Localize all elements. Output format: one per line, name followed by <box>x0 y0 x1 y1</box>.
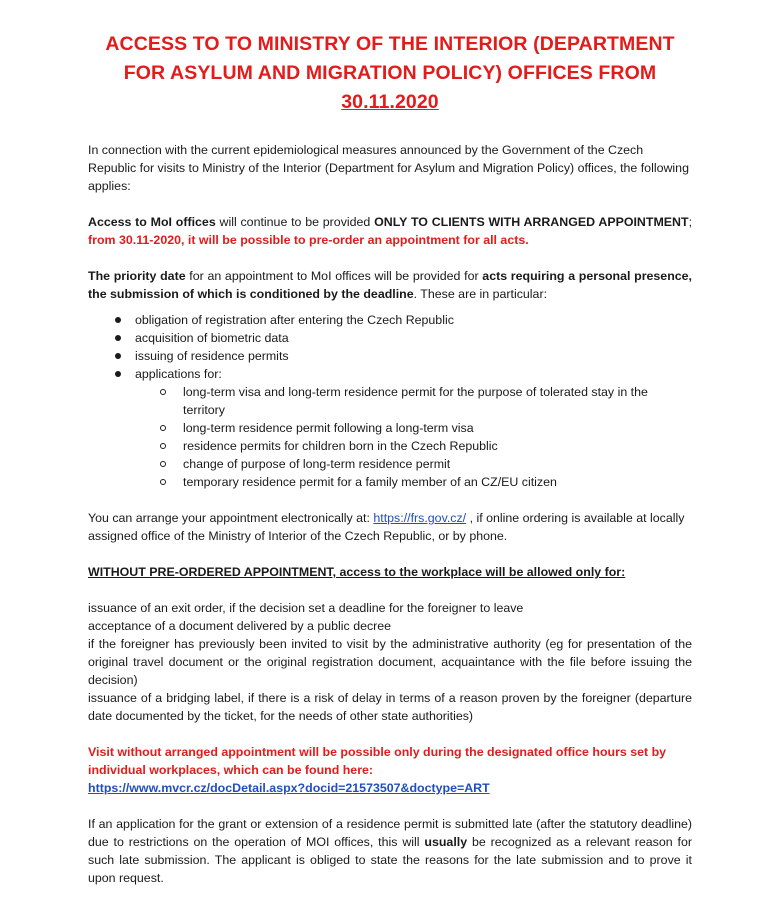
list-item <box>88 347 692 365</box>
bullet-icon <box>115 353 121 359</box>
document-page <box>88 30 692 887</box>
late-after: be recognized as a relevant reason for such late submission. The applicant is obliged to state the reasons for the late submission and to prove it upon request. <box>88 835 692 885</box>
circle-bullet-icon <box>160 479 166 485</box>
list-item <box>88 311 692 329</box>
without-item: if the foreigner has previously been invited to visit by the administrative authority (eg for presentation of the original travel document or the original registration document, acquaintance with the file before issuing the decision) <box>88 637 692 687</box>
acts-list <box>88 311 692 491</box>
access-mid: will continue to be provided <box>215 215 375 229</box>
arrange-paragraph <box>88 509 692 545</box>
sublist-item <box>135 419 692 437</box>
priority-bold-2: acts requiring a personal presence, the submission of which is conditioned by the deadline <box>88 269 692 301</box>
title-line-2: FOR ASYLUM AND MIGRATION POLICY) OFFICES FROM <box>123 62 657 84</box>
late-bold: usually <box>424 835 468 849</box>
late-paragraph <box>88 815 692 887</box>
access-bold-1: Access to MoI offices <box>88 215 216 229</box>
without-item: acceptance of a document delivered by a public decree <box>88 619 392 633</box>
access-bold-2: ONLY TO CLIENTS WITH ARRANGED APPOINTMENT <box>374 215 689 229</box>
circle-bullet-icon <box>160 425 166 431</box>
mvcr-link[interactable]: https://www.mvcr.cz/docDetail.aspx?docid=21573507&doctype=ART <box>88 781 490 795</box>
arrange-before: You can arrange your appointment electronically at: <box>88 511 374 525</box>
without-list <box>88 599 692 725</box>
sublist-item <box>135 473 692 491</box>
visit-red: Visit without arranged appointment will be possible only during the designated office hours set by individual workplaces, which can be found here: <box>88 745 667 777</box>
circle-bullet-icon <box>160 389 166 395</box>
without-heading: WITHOUT PRE-ORDERED APPOINTMENT, access to the workplace will be allowed only for: <box>88 565 626 579</box>
priority-bold-1: The priority date <box>88 269 186 283</box>
applications-sublist <box>135 383 692 491</box>
sublist-item <box>135 437 692 455</box>
without-item: issuance of a bridging label, if there is a risk of delay in terms of a reason proven by the foreigner (departure date documented by the ticket, for the needs of other state authorities) <box>88 691 692 723</box>
title-date: 30.11.2020 <box>341 91 439 113</box>
access-paragraph <box>88 213 692 249</box>
sublist-item-label: temporary residence permit for a family member of an CZ/EU citizen <box>183 475 557 489</box>
sublist-item-label: residence permits for children born in the Czech Republic <box>183 439 498 453</box>
access-sep: ; <box>688 215 693 229</box>
list-item <box>88 365 692 491</box>
list-item <box>88 329 692 347</box>
intro-paragraph: In connection with the current epidemiological measures announced by the Government of the Czech Republic for visits to Ministry of the Interior (Department for Asylum and Migration Policy) offices, the following applies: <box>88 143 689 193</box>
visit-paragraph <box>88 743 692 797</box>
bullet-icon <box>115 371 121 377</box>
title-line-1: ACCESS TO TO MINISTRY OF THE INTERIOR (DEPARTMENT <box>105 33 675 55</box>
bullet-icon <box>115 317 121 323</box>
frs-link[interactable]: https://frs.gov.cz/ <box>373 511 467 525</box>
priority-paragraph <box>88 267 692 303</box>
list-item-label: acquisition of biometric data <box>135 331 289 345</box>
circle-bullet-icon <box>160 443 166 449</box>
sublist-item-label: change of purpose of long-term residence permit <box>183 457 451 471</box>
sublist-item <box>135 383 692 419</box>
bullet-icon <box>115 335 121 341</box>
list-item-label: applications for: <box>135 367 222 381</box>
priority-mid: for an appointment to MoI offices will be provided for <box>185 269 483 283</box>
circle-bullet-icon <box>160 461 166 467</box>
list-item-label: issuing of residence permits <box>135 349 289 363</box>
sublist-item-label: long-term visa and long-term residence permit for the purpose of tolerated stay in the territory <box>183 385 648 417</box>
list-item-label: obligation of registration after entering the Czech Republic <box>135 313 454 327</box>
sublist-item <box>135 455 692 473</box>
access-red: from 30.11-2020, it will be possible to pre-order an appointment for all acts. <box>88 233 529 247</box>
priority-end: . These are in particular: <box>413 287 548 301</box>
without-item: issuance of an exit order, if the decision set a deadline for the foreigner to leave <box>88 601 524 615</box>
arrange-after: , if online ordering is available at locally assigned office of the Ministry of Interior of the Czech Republic, or by phone. <box>88 511 685 543</box>
page-title <box>88 30 692 117</box>
sublist-item-label: long-term residence permit following a long-term visa <box>183 421 474 435</box>
late-before: If an application for the grant or extension of a residence permit is submitted late (after the statutory deadline) due to restrictions on the operation of MOI offices, this will <box>88 817 692 849</box>
